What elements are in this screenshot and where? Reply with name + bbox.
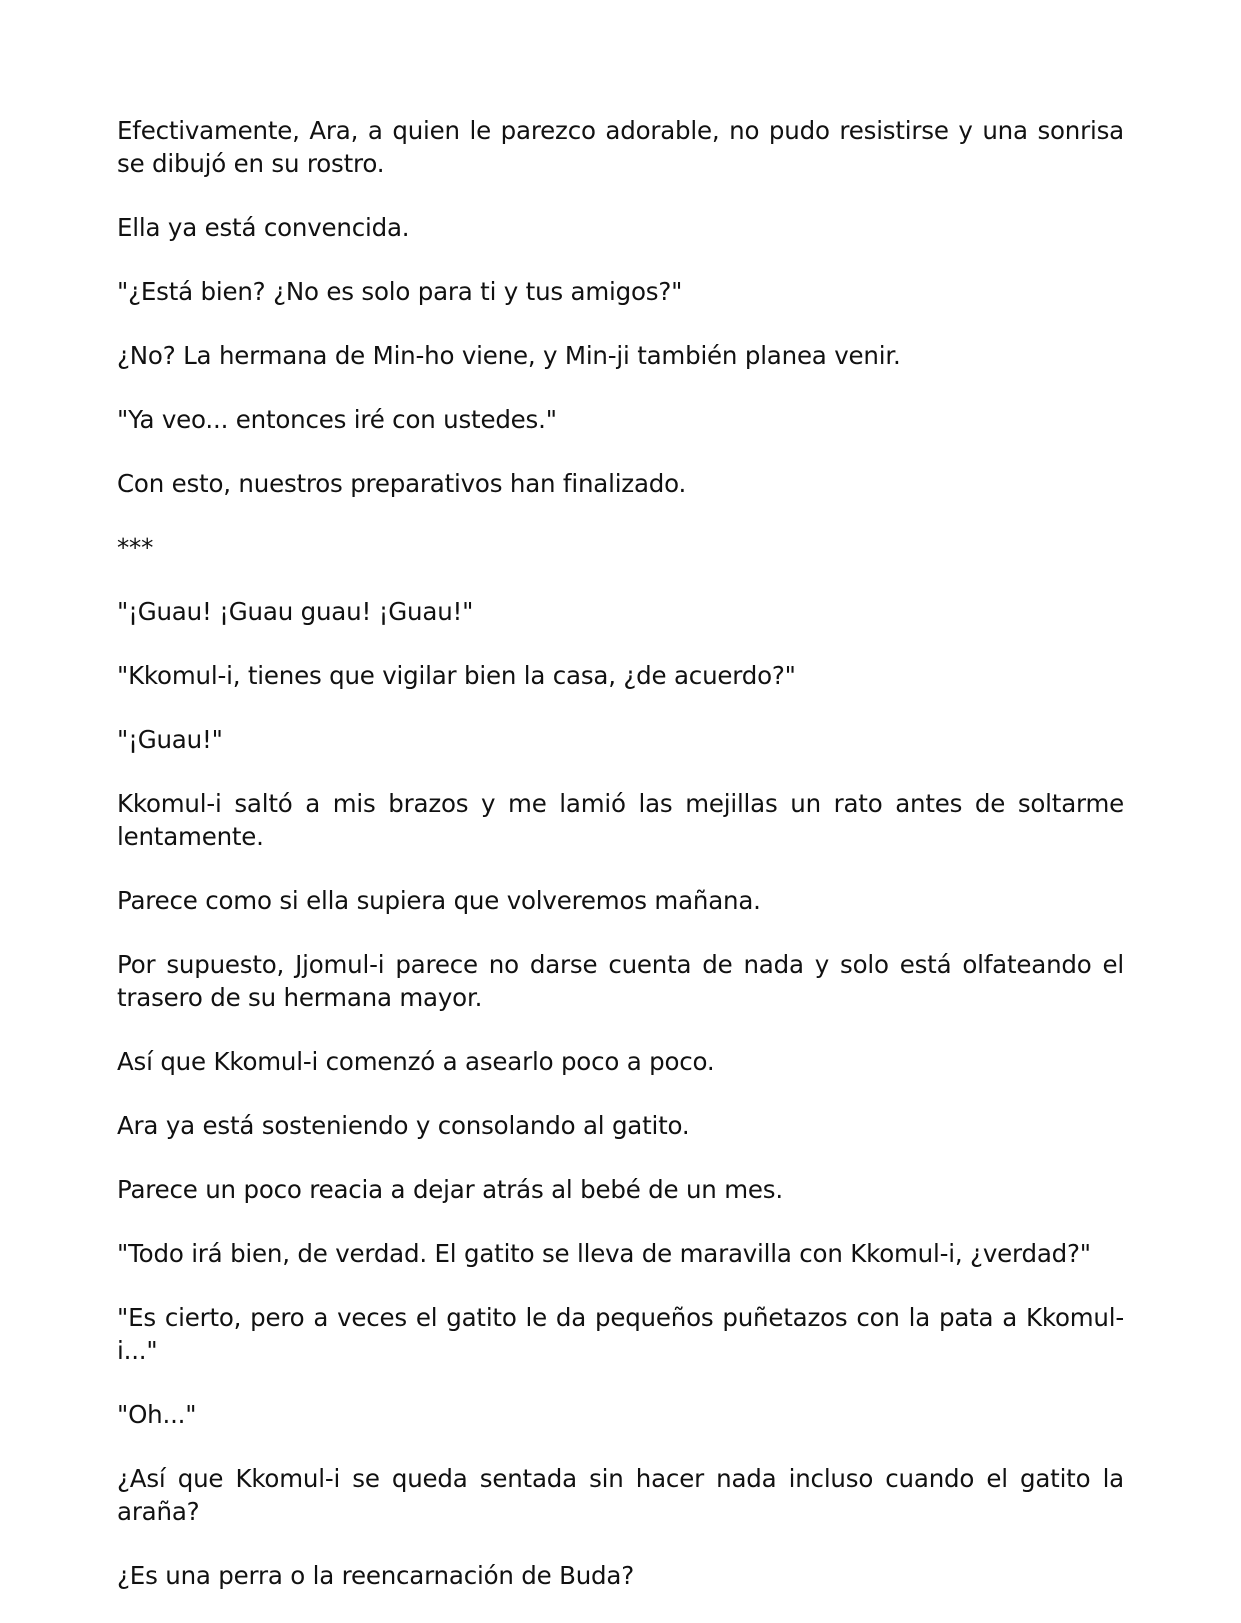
- paragraph: "Ya veo... entonces iré con ustedes.": [117, 405, 557, 434]
- paragraph: "¿Está bien? ¿No es solo para ti y tus amigos?": [117, 277, 683, 306]
- paragraph: Así que Kkomul-i comenzó a asearlo poco a poco.: [117, 1047, 715, 1076]
- paragraph: "Kkomul-i, tienes que vigilar bien la casa, ¿de acuerdo?": [117, 661, 796, 690]
- paragraph: Kkomul-i saltó a mis brazos y me lamió las mejillas un rato antes de soltarme lentamente.: [117, 789, 1124, 851]
- paragraph: "Todo irá bien, de verdad. El gatito se lleva de maravilla con Kkomul-i, ¿verdad?": [117, 1239, 1091, 1268]
- paragraph: ¿Así que Kkomul-i se queda sentada sin hacer nada incluso cuando el gatito la araña?: [117, 1464, 1124, 1526]
- document-body: [117, 114, 1124, 1623]
- paragraph: Ella ya está convencida.: [117, 213, 410, 242]
- paragraph: Por supuesto, Jjomul-i parece no darse cuenta de nada y solo está olfateando el trasero de su hermana mayor.: [117, 950, 1124, 1012]
- paragraph: "¡Guau!": [117, 725, 223, 754]
- paragraph: ¿Es una perra o la reencarnación de Buda?: [117, 1561, 634, 1590]
- paragraph: "¡Guau! ¡Guau guau! ¡Guau!": [117, 597, 474, 626]
- paragraph: "Es cierto, pero a veces el gatito le da pequeños puñetazos con la pata a Kkomul-i...": [117, 1303, 1124, 1365]
- paragraph: Efectivamente, Ara, a quien le parezco adorable, no pudo resistirse y una sonrisa se dibujó en su rostro.: [117, 116, 1124, 178]
- paragraph: Ara ya está sosteniendo y consolando al gatito.: [117, 1111, 690, 1140]
- scene-break: ***: [117, 533, 154, 562]
- paragraph: Parece un poco reacia a dejar atrás al bebé de un mes.: [117, 1175, 783, 1204]
- paragraph: "Oh...": [117, 1400, 197, 1429]
- paragraph: Parece como si ella supiera que volveremos mañana.: [117, 886, 761, 915]
- paragraph: Con esto, nuestros preparativos han finalizado.: [117, 469, 687, 498]
- paragraph: ¿No? La hermana de Min-ho viene, y Min-ji también planea venir.: [117, 341, 901, 370]
